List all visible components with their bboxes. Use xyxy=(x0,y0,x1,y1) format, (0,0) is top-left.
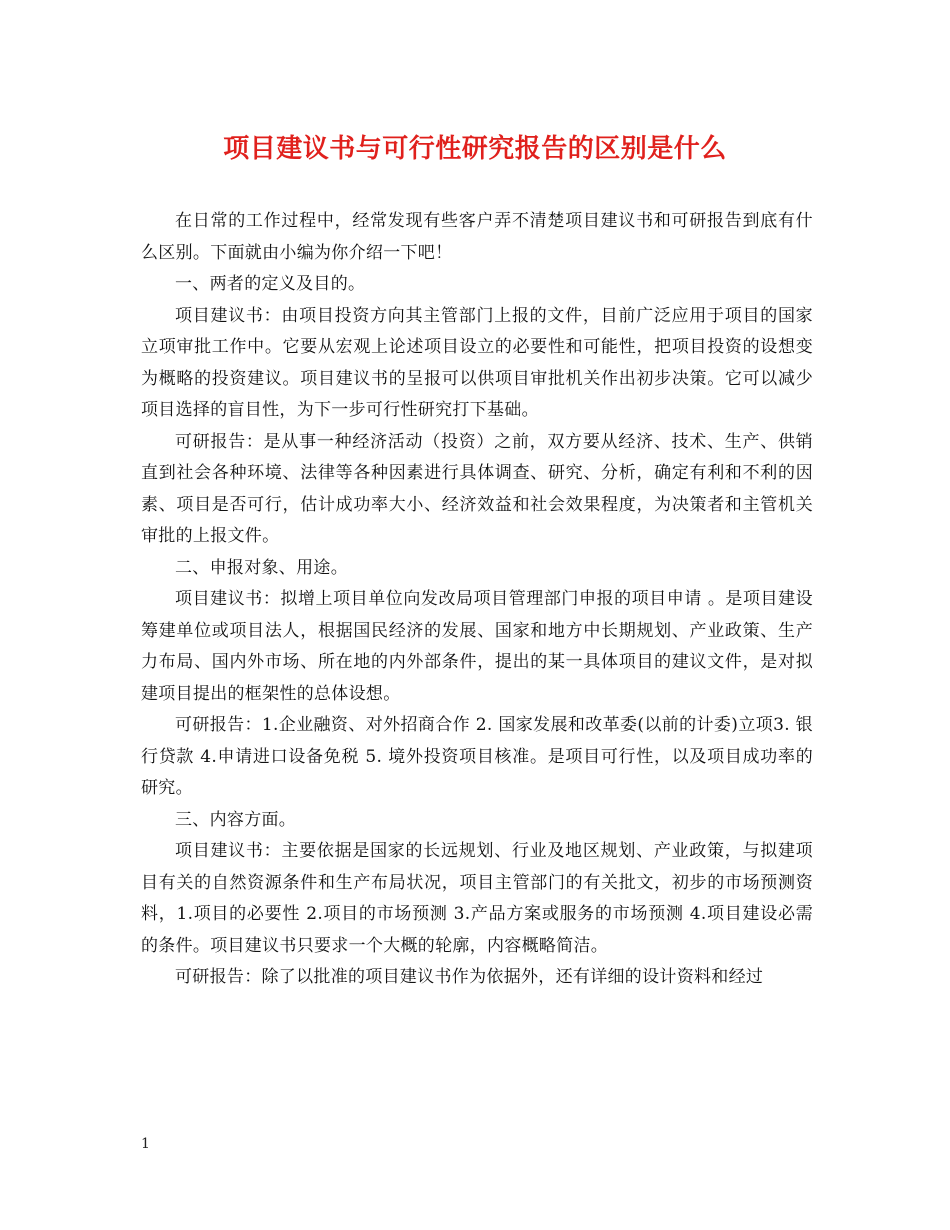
paragraph-intro: 在日常的工作过程中，经常发现有些客户弄不清楚项目建议书和可研报告到底有什么区别。下面就由小编为你介绍一下吧！ xyxy=(141,211,813,263)
section-heading-content: 三、内容方面。 xyxy=(175,809,297,830)
page-number: 1 xyxy=(141,1136,150,1152)
document-body xyxy=(141,206,813,994)
paragraph-feasibility-content: 可研报告：除了以批准的项目建议书作为依据外，还有详细的设计资料和经过 xyxy=(175,967,764,987)
paragraph-proposal-purpose: 项目建议书：拟增上项目单位向发改局项目管理部门申报的项目申请 。是项目建设筹建单位或项目法人，根据国民经济的发展、国家和地方中长期规划、产业政策、生产力布局、国内外市场、所在地的内外部条件，提出的某一具体项目的建议文件，是对拟建项目提出的框架性的总体设想。 xyxy=(141,589,813,704)
paragraph-feasibility-definition: 可研报告：是从事一种经济活动（投资）之前，双方要从经济、技术、生产、供销直到社会各种环境、法律等各种因素进行具体调查、研究、分析，确定有利和不利的因素、项目是否可行，估计成功率大小、经济效益和社会效果程度，为决策者和主管机关审批的上报文件。 xyxy=(141,431,813,546)
paragraph-feasibility-purpose: 可研报告：1.企业融资、对外招商合作 2. 国家发展和改革委(以前的计委)立项3. 银行贷款 4.申请进口设备免税 5. 境外投资项目核准。是项目可行性，以及项目成功率的研究。 xyxy=(141,715,813,798)
section-heading-definition: 一、两者的定义及目的。 xyxy=(175,274,366,294)
paragraph-proposal-content: 项目建议书：主要依据是国家的长远规划、行业及地区规划、产业政策，与拟建项目有关的自然资源条件和生产布局状况，项目主管部门的有关批文，初步的市场预测资料，1.项目的必要性 2.项目的市场预测 3.产品方案或服务的市场预测 4.项目建设必需的条件。项目建议书只要求一个大概的轮廓，内容概略简洁。 xyxy=(141,841,813,956)
document-title: 项目建议书与可行性研究报告的区别是什么 xyxy=(223,134,727,164)
section-heading-purpose: 二、申报对象、用途。 xyxy=(175,557,348,578)
paragraph-proposal-definition: 项目建议书：由项目投资方向其主管部门上报的文件，目前广泛应用于项目的国家立项审批工作中。它要从宏观上论述项目设立的必要性和可能性，把项目投资的设想变为概略的投资建议。项目建议书的呈报可以供项目审批机关作出初步决策。它可以减少项目选择的盲目性，为下一步可行性研究打下基础。 xyxy=(141,305,813,420)
